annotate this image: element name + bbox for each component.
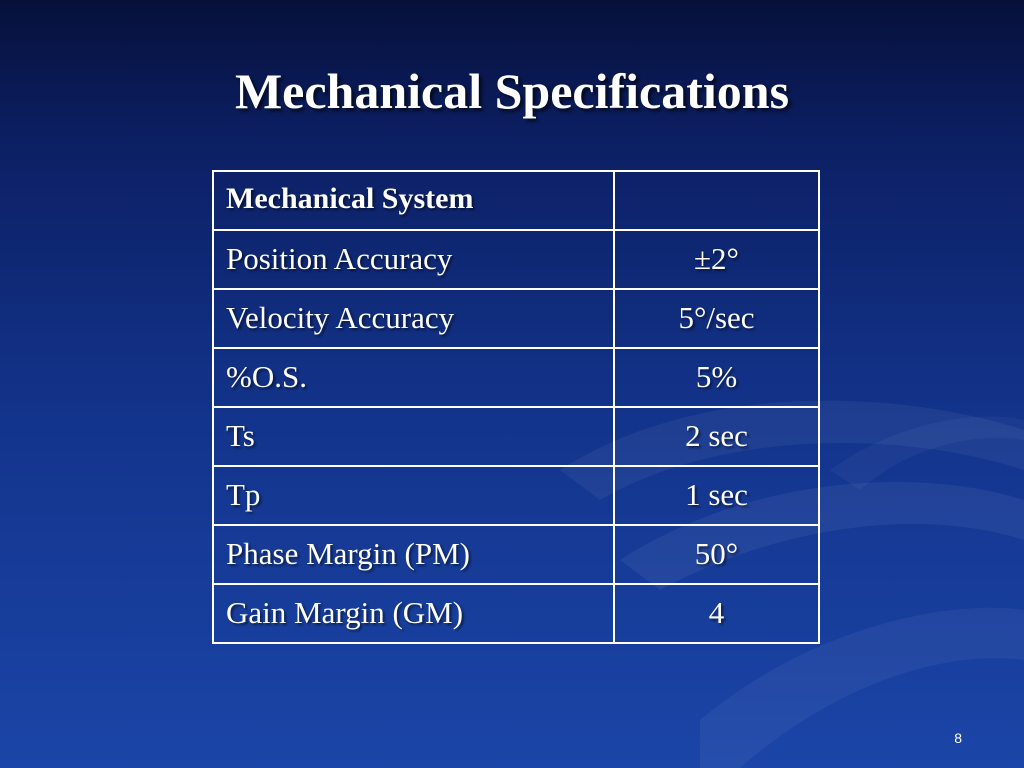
page-number: 8 (954, 730, 962, 746)
table-header-value (614, 171, 819, 230)
table-row (213, 230, 819, 289)
row-value: ±2° (614, 230, 819, 289)
row-label: Gain Margin (GM) (213, 584, 614, 643)
row-value: 1 sec (614, 466, 819, 525)
row-label: Ts (213, 407, 614, 466)
row-value: 2 sec (614, 407, 819, 466)
row-value: 5% (614, 348, 819, 407)
table-row (213, 289, 819, 348)
row-label: Velocity Accuracy (213, 289, 614, 348)
row-label: Phase Margin (PM) (213, 525, 614, 584)
table-row (213, 466, 819, 525)
row-label: Tp (213, 466, 614, 525)
table-header-label: Mechanical System (213, 171, 614, 230)
specifications-table (212, 170, 820, 644)
table-row (213, 584, 819, 643)
row-value: 50° (614, 525, 819, 584)
row-value: 4 (614, 584, 819, 643)
table-row (213, 348, 819, 407)
table-header-row (213, 171, 819, 230)
row-label: %O.S. (213, 348, 614, 407)
row-label: Position Accuracy (213, 230, 614, 289)
slide-title: Mechanical Specifications (234, 63, 790, 119)
table-row (213, 407, 819, 466)
row-value: 5°/sec (614, 289, 819, 348)
table-row (213, 525, 819, 584)
